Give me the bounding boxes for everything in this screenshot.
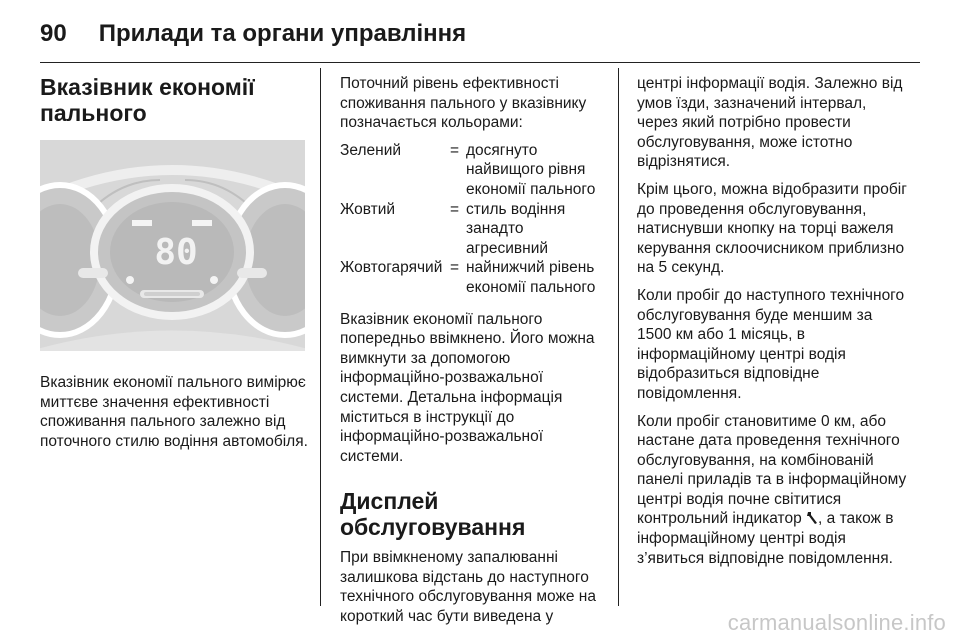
speed-readout: 80 xyxy=(154,232,198,273)
paragraph-service-due-start: Коли пробіг становитиме 0 км, або настане дата проведення технічного обслуговування, на комбінованій панелі приладів та в інформаційному центрі водія почне світитися контрольний індикатор xyxy=(637,412,907,528)
definition-separator: = xyxy=(450,141,460,159)
definition-term: Зелений xyxy=(340,141,402,159)
page-title: Прилади та органи управління xyxy=(98,20,467,47)
definition-term: Жовтий xyxy=(340,200,396,218)
column-1 xyxy=(40,74,308,459)
paragraph-service-interval: центрі інформації водія. Залежно від умов їзди, зазначений інтервал, через який потрібно провести обслуговування, може істотно відрізнятися. xyxy=(637,75,903,171)
definition-separator: = xyxy=(450,259,460,277)
definition-term: Жовтогарячий xyxy=(340,259,443,277)
paragraph-show-mileage: Крім цього, можна відобразити пробіг до проведення обслуговування, натиснувши кнопку на торці важеля керування склоочисником приблизно на 5 секунд. xyxy=(637,180,907,277)
column-3 xyxy=(637,74,909,576)
intro-paragraph: Поточний рівень ефективності споживання пального у вказівнику позначається кольорами: xyxy=(340,75,587,132)
paragraph-service-due xyxy=(637,412,909,569)
paragraph-service-due-end: , а також в інформаційному центрі водія з’явиться відповідне повідомлення. xyxy=(637,510,894,567)
watermark-brand: carmanualsonline.info xyxy=(727,610,946,635)
definition-row-orange xyxy=(340,258,606,297)
page-number: 90 xyxy=(40,20,67,47)
definition-separator: = xyxy=(450,200,460,218)
section-heading-service-display: Дисплей обслуговування xyxy=(340,488,526,541)
instrument-cluster-figure xyxy=(40,140,305,351)
header-rule xyxy=(40,62,920,63)
column-2 xyxy=(340,74,606,635)
paragraph-disable-gauge: Вказівник економії пального попередньо ввімкнено. Його можна вимкнути за допомогою інформаційно-розважальної системи. Детальна інформація міститься в інструкції до інформаційно-розважальної системи. xyxy=(340,310,595,465)
page-header xyxy=(40,14,466,54)
wrench-icon xyxy=(806,509,818,529)
definition-description: стиль водіння занадто агресивний xyxy=(466,200,566,257)
definition-description: найнижчий рівень економії пального xyxy=(466,259,596,296)
instrument-cluster-illustration xyxy=(40,140,305,351)
figure-caption: Вказівник економії пального вимірює миттєве значення ефективності споживання пального залежно від поточного стилю водіння автомобіля. xyxy=(40,374,308,450)
section-heading-fuel-economy: Вказівник економії пального xyxy=(40,74,255,126)
column-divider-2 xyxy=(618,68,619,606)
definition-row-yellow xyxy=(340,200,606,259)
definition-description: досягнуто найвищого рівня економії пального xyxy=(466,141,596,198)
color-definition-list xyxy=(340,141,606,298)
paragraph-service-distance: При ввімкненому запалюванні залишкова відстань до наступного технічного обслуговування може на короткий час бути виведена у xyxy=(340,549,596,626)
definition-row-green xyxy=(340,141,606,200)
column-divider-1 xyxy=(320,68,321,606)
paragraph-warning-threshold: Коли пробіг до наступного технічного обслуговування буде меншим за 1500 км або 1 місяць, в інформаційному центрі водія відобразиться відповідне повідомлення. xyxy=(637,286,905,402)
